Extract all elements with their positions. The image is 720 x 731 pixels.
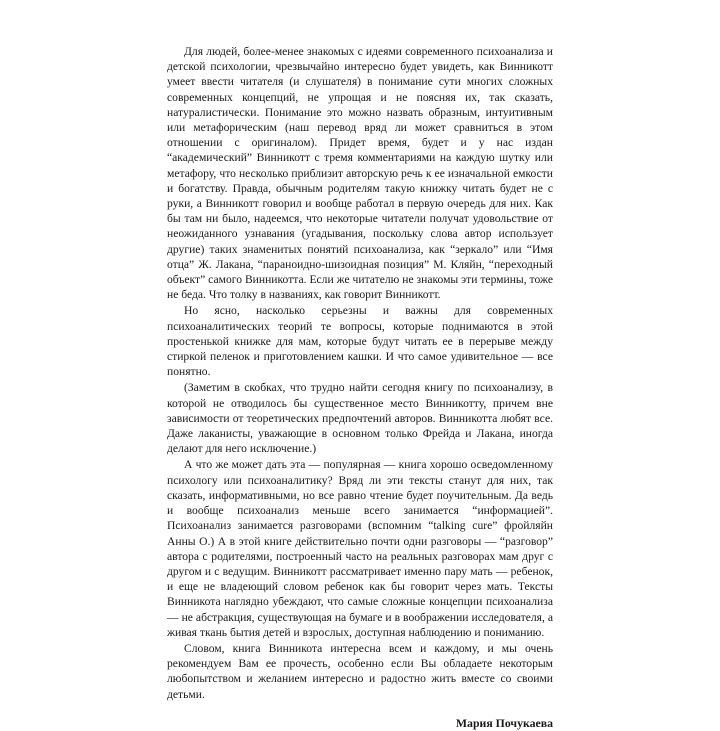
paragraph-2: Но ясно, насколько серьезны и важны для современных психоаналитических теорий те вопросы, которые поднимаются в этой простенькой книжке для мам, которые будут читать ее в перерыве между стиркой пеленок и приготовлением кашки. И что самое удивительное — все понятно. — [167, 304, 553, 379]
paragraph-5: Словом, книга Винникота интересна всем и каждому, и мы очень рекомендуем Вам ее прочесть, особенно если Вы обладаете некоторым любопытством и желанием интересно и радостно жить вместе со своими детьми. — [167, 641, 553, 701]
paragraph-4: А что же может дать эта — популярная — книга хорошо осведомленному психологу или психоаналитику? Вряд ли эти тексты станут для них, так сказать, информативными, но все равно чтение будет поучительным. Да ведь и вообще психоанализ меньше всего занимается “информацией”. Психоанализ занимается разговорами (вспомним “talking cure” фройляйн Анны О.) А в этой книге действительно почти одни разговоры — “разговор” автора с родителями, построенный часто на реальных разговорах мам друг с другом и с ведущим. Винникотт рассматривает именно пару мать — ребенок, и еще не владеющий словом ребенок как бы говорит через мать. Тексты Винникота наглядно убеждают, что самые сложные концепции психоанализа — не абстракция, существующая на бумаге и в воображении исследователя, а живая ткань бытия детей и взрослых, доступная наблюдению и пониманию. — [167, 458, 553, 639]
author-signature: Мария Почукаева — [455, 715, 553, 730]
paragraph-3: (Заметим в скобках, что трудно найти сегодня книгу по психоанализу, в которой не отводилось бы существенное место Винникотту, причем вне зависимости от теоретических предпочтений авторов. Винникотта любят все. Даже лаканисты, уважающие в основном только Фрейда и Лакана, иногда делают для него исключение.) — [167, 381, 553, 456]
paragraph-1: Для людей, более-менее знакомых с идеями современного психоанализа и детской психологии, чрезвычайно интересно будет увидеть, как Винникотт умеет ввести читателя (и слушателя) в понимание сути многих сложных современных концепций, не упрощая и не поясняя их, так сказать, натуралистически. Понимание это можно назвать образным, интуитивным или метафорическим (наш перевод вряд ли может сравниться в этом отношении с оригиналом). Придет время, будет и у нас издан “академический” Винникотт с тремя комментариями на каждую шутку или метафору, что несколько приблизит авторскую речь к ее изначальной емкости и богатству. Правда, обычным родителям такую книжку читать будет не с руки, а Винникотт говорил и вообще работал в первую очередь для них. Как бы там ни было, надеемся, что некоторые читатели получат удовольствие от неожиданного узнавания (угадывания, поскольку слова автор использует другие) таких знаменитых понятий психоанализа, как “зеркало” или “Имя отца” Ж. Лакана, “параноидно-шизоидная позиция” М. Кляйн, “переходный объект” самого Винникотта. Если же читателю не знакомы эти термины, тоже не беда. Что толку в названиях, как говорит Винникотт. — [167, 45, 553, 302]
text-column — [167, 44, 553, 731]
